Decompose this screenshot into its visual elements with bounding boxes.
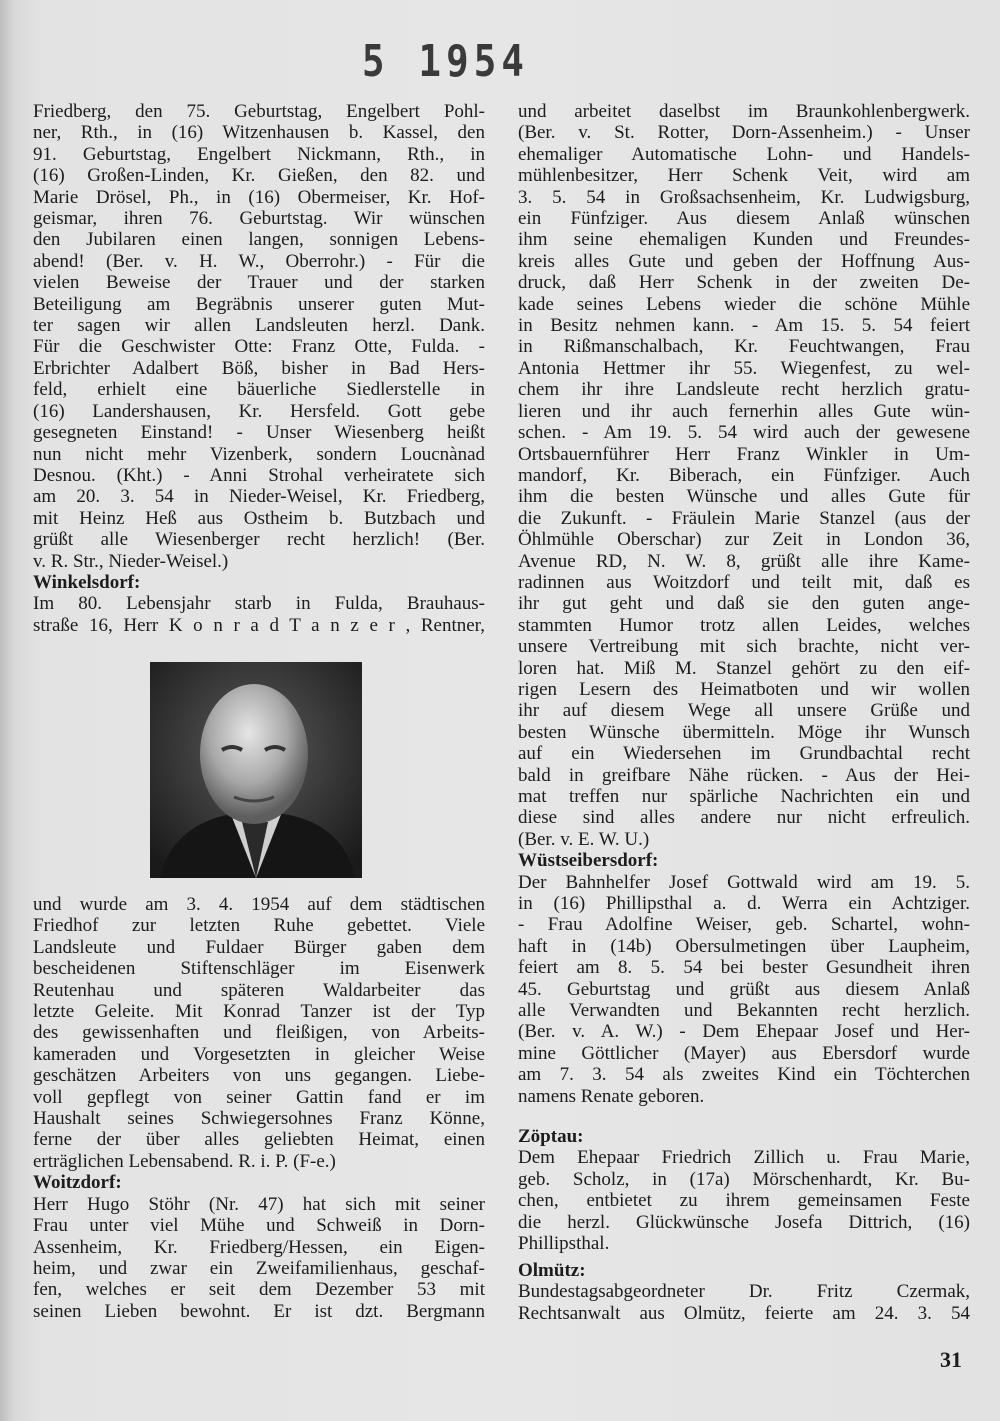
- text-line: des gewissenhaften und fleißigen, von Arbeits-: [33, 1022, 485, 1044]
- issue-number: 5: [362, 36, 387, 87]
- text-line: (16) Großen-Linden, Kr. Gießen, den 82. und: [33, 165, 485, 187]
- text-line: namens Renate geboren.: [518, 1085, 705, 1107]
- page-number: 31: [940, 1347, 962, 1372]
- text-line: mandorf, Kr. Biberach, ein Fünfziger. Auch: [518, 464, 970, 486]
- text-line: ner, Rth., in (16) Witzenhausen b. Kassel, den: [33, 122, 485, 144]
- text-line: radinnen aus Woitzdorf und teilt mit, daß es: [518, 571, 970, 593]
- text-line: Beteiligung am Begräbnis unserer guten Mut-: [33, 293, 485, 315]
- text-line: Desnou. (Kht.) - Anni Strohal verheiratete sich: [33, 464, 485, 486]
- text-line: voll gepflegt von seiner Gattin fand er im: [33, 1086, 485, 1108]
- text-line: Reutenhau und späteren Waldarbeiter das: [33, 979, 485, 1001]
- text-line: ihm die besten Wünsche und alles Gute für: [518, 486, 970, 508]
- text-line: geb. Scholz, in (17a) Mörschenhardt, Kr. Bu-: [518, 1168, 970, 1190]
- text-line: am 7. 3. 54 als zweites Kind ein Töchterchen: [518, 1064, 970, 1086]
- text-line: lieren und ihr auch fernerhin alles Gute wün-: [518, 400, 970, 422]
- text-line: - Frau Adolfine Weiser, geb. Schartel, wohn-: [518, 914, 970, 936]
- text-line: loren hat. Miß M. Stanzel gehört zu den eif-: [518, 657, 970, 679]
- text-line: ihm seine ehemaligen Kunden und Freundes-: [518, 229, 970, 251]
- text-line: Assenheim, Kr. Friedberg/Hessen, ein Eigen-: [33, 1236, 485, 1258]
- text-line: ter sagen wir allen Landsleuten herzl. Dank.: [33, 315, 485, 337]
- text-line: kreis alles Gute und geben der Hoffnung Aus-: [518, 250, 970, 272]
- text-line: Für die Geschwister Otte: Franz Otte, Fulda. -: [33, 336, 485, 358]
- text-line: Bundestagsabgeordneter Dr. Fritz Czermak,: [518, 1281, 970, 1303]
- text-line: Öhlmühle Oberschar) zur Zeit in London 36,: [518, 529, 970, 551]
- text-line: Landsleute und Fuldaer Bürger gaben dem: [33, 936, 485, 958]
- text-line: kade seines Lebens wieder die schöne Mühle: [518, 293, 970, 315]
- text-line: nun nicht mehr Vizenberk, sondern Loucnànad: [33, 443, 485, 465]
- text-line: Herr Hugo Stöhr (Nr. 47) hat sich mit seiner: [33, 1193, 485, 1215]
- section-heading: Wüstseibersdorf:: [518, 850, 659, 872]
- section-heading: Woitzdorf:: [33, 1172, 122, 1194]
- text-line: schen. - Am 19. 5. 54 wird auch der gewesene: [518, 422, 970, 444]
- right-column-olmuetz: [518, 1260, 970, 1324]
- text-line: Antonia Hettmer ihr 55. Wiegenfest, zu wel-: [518, 357, 970, 379]
- text-line: feld, erhielt eine bäuerliche Siedlerstelle in: [33, 379, 485, 401]
- text-line: die herzl. Glückwünsche Josefa Dittrich, (16): [518, 1211, 970, 1233]
- text-line: Der Bahnhelfer Josef Gottwald wird am 19. 5.: [518, 871, 970, 893]
- text-line: Friedhof zur letzten Ruhe gebettet. Viele: [33, 915, 485, 937]
- right-column-top: [518, 101, 970, 1107]
- text-line: geismar, ihren 76. Geburtstag. Wir wünschen: [33, 208, 485, 230]
- text-line: in Rißmanschalbach, Kr. Feuchtwangen, Frau: [518, 336, 970, 358]
- text-line: Avenue RD, N. W. 8, grüßt alle ihre Kame-: [518, 550, 970, 572]
- text-line: 45. Geburtstag und grüßt aus diesem Anlaß: [518, 978, 970, 1000]
- text-line: chen, entbietet zu ihrem gemeinsamen Feste: [518, 1190, 970, 1212]
- left-column-top: [33, 101, 485, 636]
- text-line: mat treffen nur spärliche Nachrichten ein und: [518, 786, 970, 807]
- left-column-bottom: [33, 894, 485, 1322]
- text-line: letzte Geleite. Mit Konrad Tanzer ist der Typ: [33, 1001, 485, 1023]
- text-line: (16) Landershausen, Kr. Hersfeld. Gott gebe: [33, 400, 485, 422]
- portrait-photo: [150, 662, 362, 878]
- text-line: und wurde am 3. 4. 1954 auf dem städtischen: [33, 894, 485, 915]
- text-line: Ortsbauernführer Herr Franz Winkler in Um-: [518, 443, 970, 465]
- text-line: auf ein Wiedersehen im Grundbachtal recht: [518, 743, 970, 765]
- text-line: ihr gut geht und daß sie den guten ange-: [518, 593, 970, 615]
- text-line: besten Wünsche übermitteln. Möge ihr Wunsch: [518, 721, 970, 743]
- text-line: vielen Beweise der Trauer und der starken: [33, 272, 485, 294]
- text-line: in (16) Phillipsthal a. d. Werra ein Achtziger.: [518, 893, 970, 915]
- text-line: Friedberg, den 75. Geburtstag, Engelbert Pohl-: [33, 101, 485, 122]
- text-line: bescheidenen Stiftenschläger im Eisenwerk: [33, 958, 485, 980]
- section-heading: Zöptau:: [518, 1126, 584, 1147]
- text-line: fen, welches er seit dem Dezember 53 mit: [33, 1279, 485, 1301]
- text-line: druck, daß Herr Schenk in der zweiten De-: [518, 272, 970, 294]
- text-line: diese sind alles andere nur nicht erfreulich.: [518, 807, 970, 829]
- text-line: mit Heinz Heß aus Ostheim b. Butzbach und: [33, 507, 485, 529]
- text-line: geschätzen Arbeiters von uns gegangen. Liebe-: [33, 1065, 485, 1087]
- text-line: mühlenbesitzer, Herr Schenk Veit, wird am: [518, 165, 970, 187]
- text-line: (Ber. v. E. W. U.): [518, 828, 650, 850]
- section-heading: Winkelsdorf:: [33, 571, 141, 593]
- text-line: ihr auf diesem Wege all unsere Grüße und: [518, 700, 970, 722]
- text-line: straße 16, Herr K o n r a d T a n z e r , Rentner,: [33, 614, 485, 636]
- issue-stamp: [362, 36, 529, 87]
- text-line: mine Göttlicher (Mayer) aus Ebersdorf wurde: [518, 1042, 970, 1064]
- text-line: Erbrichter Adalbert Böß, bisher in Bad Hers-: [33, 357, 485, 379]
- issue-year: 1954: [418, 36, 529, 87]
- text-line: v. R. Str., Nieder-Weisel.): [33, 550, 229, 572]
- text-line: bald in greifbare Nähe rücken. - Aus der Hei-: [518, 764, 970, 786]
- text-line: und arbeitet daselbst im Braunkohlenbergwerk.: [518, 101, 970, 122]
- text-line: Dem Ehepaar Friedrich Zillich u. Frau Marie,: [518, 1147, 970, 1169]
- text-line: ehemaliger Automatische Lohn- und Handels-: [518, 143, 970, 165]
- text-line: 3. 5. 54 in Großsachsenheim, Kr. Ludwigsburg,: [518, 186, 970, 208]
- text-line: abend! (Ber. v. H. W., Oberrohr.) - Für die: [33, 250, 485, 272]
- text-line: in Besitz nehmen kann. - Am 15. 5. 54 feiert: [518, 315, 970, 337]
- text-line: den Jubilaren einen langen, sonnigen Lebens-: [33, 229, 485, 251]
- text-line: stammten Humor trotz allen Leides, welches: [518, 614, 970, 636]
- text-line: ein Fünfziger. Aus diesem Anlaß wünschen: [518, 208, 970, 230]
- text-line: Rechtsanwalt aus Olmütz, feierte am 24. 3. 54: [518, 1302, 970, 1324]
- text-line: die Zukunft. - Fräulein Marie Stanzel (aus der: [518, 507, 970, 529]
- text-line: ferne der über alles geliebten Heimat, einen: [33, 1129, 485, 1151]
- text-line: (Ber. v. St. Rotter, Dorn-Assenheim.) - Unser: [518, 122, 970, 144]
- right-column-zoeptau: [518, 1126, 970, 1254]
- text-line: 91. Geburtstag, Engelbert Nickmann, Rth., in: [33, 143, 485, 165]
- text-line: Phillipsthal.: [518, 1233, 610, 1255]
- section-heading: Olmütz:: [518, 1260, 586, 1281]
- text-line: alle Verwandten und Bekannten recht herzlich.: [518, 1000, 970, 1022]
- text-line: Frau unter viel Mühe und Schweiß in Dorn-: [33, 1215, 485, 1237]
- text-line: seinen Lieben bewohnt. Er ist dzt. Bergmann: [33, 1300, 485, 1322]
- text-line: haft in (14b) Obersulmetingen über Laupheim,: [518, 935, 970, 957]
- text-line: chem ihr ihre Landsleute recht herzlich gratu-: [518, 379, 970, 401]
- text-line: erträglichen Lebensabend. R. i. P. (F-e.): [33, 1150, 336, 1172]
- text-line: am 20. 3. 54 in Nieder-Weisel, Kr. Friedberg,: [33, 486, 485, 508]
- text-line: unsere Vertreibung mit sich brachte, nicht ver-: [518, 636, 970, 658]
- text-line: gesegneten Einstand! - Unser Wiesenberg heißt: [33, 422, 485, 444]
- text-line: Marie Drösel, Ph., in (16) Obermeiser, Kr. Hof-: [33, 186, 485, 208]
- text-line: (Ber. v. A. W.) - Dem Ehepaar Josef und Her-: [518, 1021, 970, 1043]
- text-line: kameraden und Vorgesetzten in gleicher Weise: [33, 1043, 485, 1065]
- text-line: rigen Lesern des Heimatboten und wir wollen: [518, 678, 970, 700]
- text-line: Haushalt seines Schwiegersohnes Franz Könne,: [33, 1108, 485, 1130]
- text-line: heim, und zwar ein Zweifamilienhaus, geschaf-: [33, 1257, 485, 1279]
- text-line: feiert am 8. 5. 54 bei bester Gesundheit ihren: [518, 957, 970, 979]
- text-line: grüßt alle Wiesenberger recht herzlich! (Ber.: [33, 529, 485, 551]
- text-line: Im 80. Lebensjahr starb in Fulda, Brauhaus-: [33, 593, 485, 615]
